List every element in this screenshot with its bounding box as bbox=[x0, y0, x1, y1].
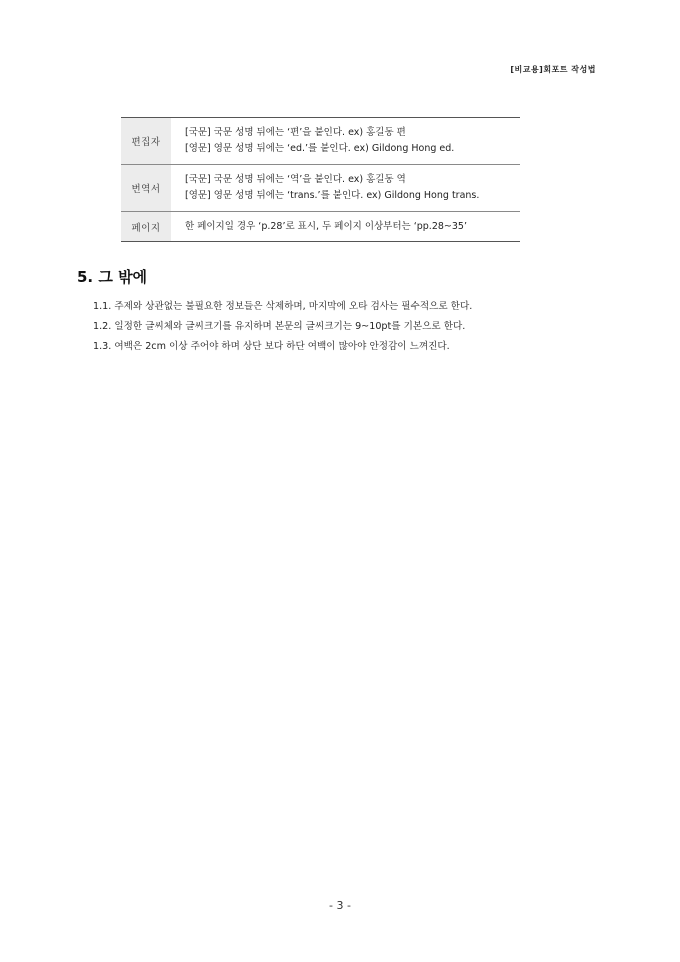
list-item: 1.1. 주제와 상관없는 불필요한 정보들은 삭제하며, 마지막에 오타 검사는 필수적으로 한다. bbox=[93, 301, 473, 312]
row-label: 페이지 bbox=[121, 212, 171, 242]
row-line: [국문] 국문 성명 뒤에는 ‘역’을 붙인다. ex) 홍길동 역 bbox=[185, 174, 406, 185]
row-content bbox=[171, 212, 520, 242]
row-line: [국문] 국문 성명 뒤에는 ‘편’을 붙인다. ex) 홍길동 편 bbox=[185, 127, 406, 138]
page-number: - 3 - bbox=[329, 899, 351, 912]
section-title: 5. 그 밖에 bbox=[77, 268, 148, 286]
table-row bbox=[121, 165, 520, 212]
row-label: 편집자 bbox=[121, 118, 171, 165]
row-line: [영문] 영문 성명 뒤에는 ‘trans.’를 붙인다. ex) Gildong Hong trans. bbox=[185, 190, 480, 201]
row-content bbox=[171, 118, 520, 165]
section-items bbox=[93, 300, 472, 360]
row-line: [영문] 영문 성명 뒤에는 ‘ed.’를 붙인다. ex) Gildong Hong ed. bbox=[185, 143, 455, 154]
table-row bbox=[121, 212, 520, 242]
row-content bbox=[171, 165, 520, 212]
list-item: 1.2. 일정한 글씨체와 글씨크기를 유지하며 본문의 글씨크기는 9~10pt를 기본으로 한다. bbox=[93, 321, 466, 332]
document-header: [비교용]회포트 작성법 bbox=[510, 65, 596, 74]
row-line: 한 페이지일 경우 ‘p.28’로 표시, 두 페이지 이상부터는 ‘pp.28~35’ bbox=[185, 220, 467, 232]
table-row bbox=[121, 118, 520, 165]
row-label: 번역서 bbox=[121, 165, 171, 212]
reference-format-table bbox=[121, 117, 520, 242]
list-item: 1.3. 여백은 2cm 이상 주어야 하며 상단 보다 하단 여백이 많아야 안정감이 느껴진다. bbox=[93, 341, 450, 352]
